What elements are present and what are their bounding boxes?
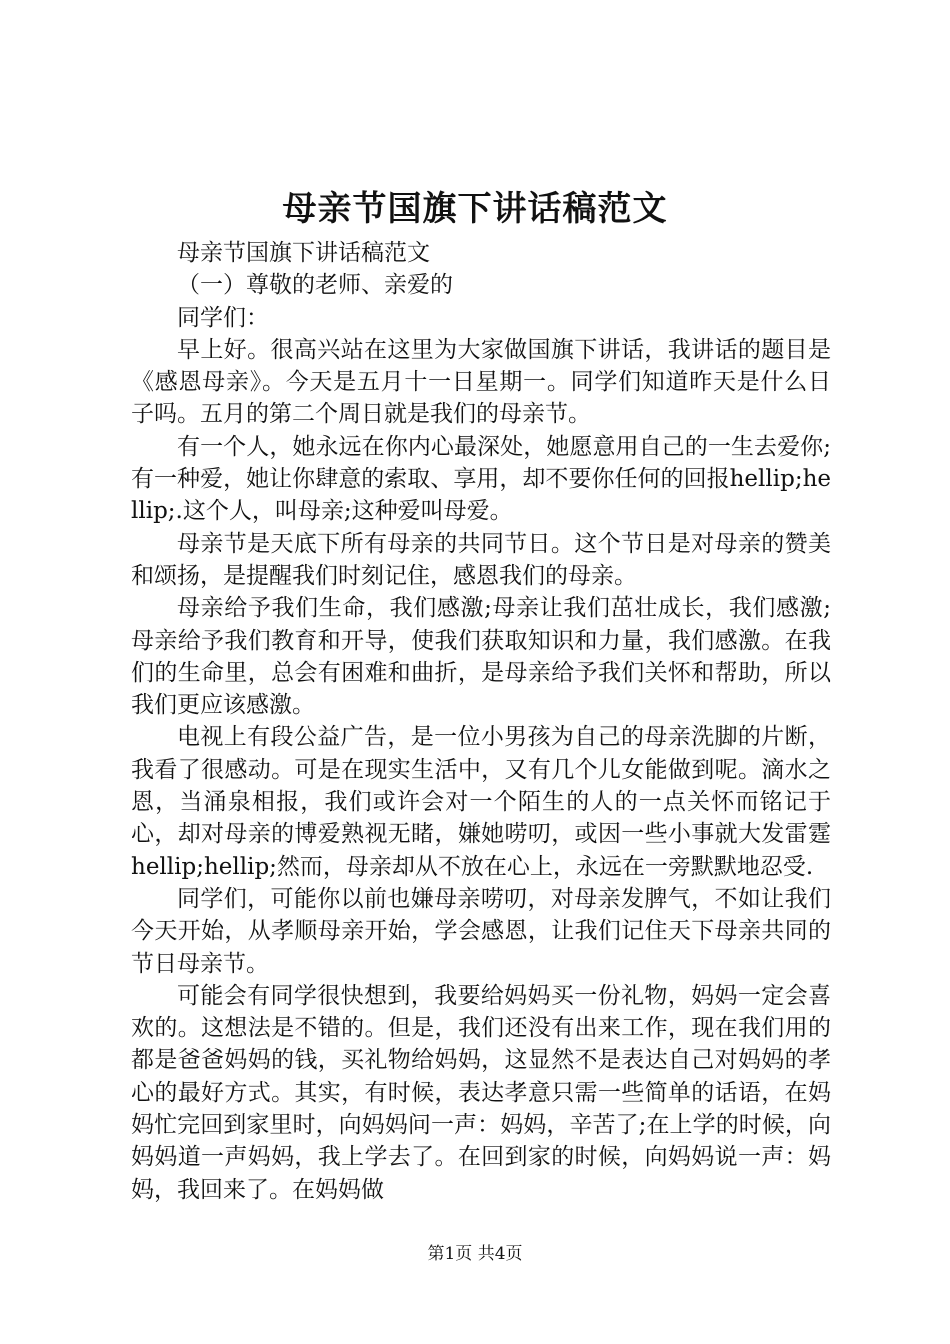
document-body [131,237,831,1206]
document-title: 母亲节国旗下讲话稿范文 [282,189,668,229]
paragraph-call-to-action: 同学们，可能你以前也嫌母亲唠叨，对母亲发脾气，不如让我们今天开始，从孝顺母亲开始，学会感恩，让我们记住天下母亲共同的节日母亲节。 [131,885,831,977]
paragraph-mother-love: 有一个人，她永远在你内心最深处，她愿意用自己的一生去爱你;有一种爱，她让你肆意的索取、享用，却不要你任何的回报hellip;hellip;.这个人，叫母亲;这种爱叫母爱。 [131,433,831,525]
page-indicator: 第1页 共4页 [427,1244,523,1264]
paragraph-tv-ad: 电视上有段公益广告，是一位小男孩为自己的母亲洗脚的片断，我看了很感动。可是在现实生活中，又有几个儿女能做到呢。滴水之恩，当涌泉相报，我们或许会对一个陌生的人的一点关怀而铭记于心，却对母亲的博爱熟视无睹，嫌她唠叨，或因一些小事就大发雷霆hellip;hellip;然而，母亲却从不放在心上，永远在一旁默默地忍受. [131,724,831,880]
paragraph-gratitude: 母亲给予我们生命，我们感激;母亲让我们茁壮成长，我们感激;母亲给予我们教育和开导，使我们获取知识和力量，我们感激。在我们的生命里，总会有困难和曲折，是母亲给予我们关怀和帮助，所以我们更应该感激。 [131,595,831,719]
paragraph-salutation-2: 同学们： [177,304,269,331]
paragraph-greeting: 早上好。很高兴站在这里为大家做国旗下讲话，我讲话的题目是《感恩母亲》。今天是五月十一日星期一。同学们知道昨天是什么日子吗。五月的第二个周日就是我们的母亲节。 [131,336,831,428]
paragraph-gift: 可能会有同学很快想到，我要给妈妈买一份礼物，妈妈一定会喜欢的。这想法是不错的。但是，我们还没有出来工作，现在我们用的都是爸爸妈妈的钱，买礼物给妈妈，这显然不是表达自己对妈妈的孝心的最好方式。其实，有时候，表达孝意只需一些简单的话语，在妈妈忙完回到家里时，向妈妈问一声：妈妈，辛苦了;在上学的时候，向妈妈道一声妈妈，我上学去了。在回到家的时候，向妈妈说一声：妈妈，我回来了。在妈妈做 [131,982,831,1203]
paragraph-subtitle: 母亲节国旗下讲话稿范文 [177,240,430,266]
paragraph-mothers-day: 母亲节是天底下所有母亲的共同节日。这个节日是对母亲的赞美和颂扬，是提醒我们时刻记住，感恩我们的母亲。 [131,530,831,589]
paragraph-salutation-1: （一）尊敬的老师、亲爱的 [177,272,453,299]
